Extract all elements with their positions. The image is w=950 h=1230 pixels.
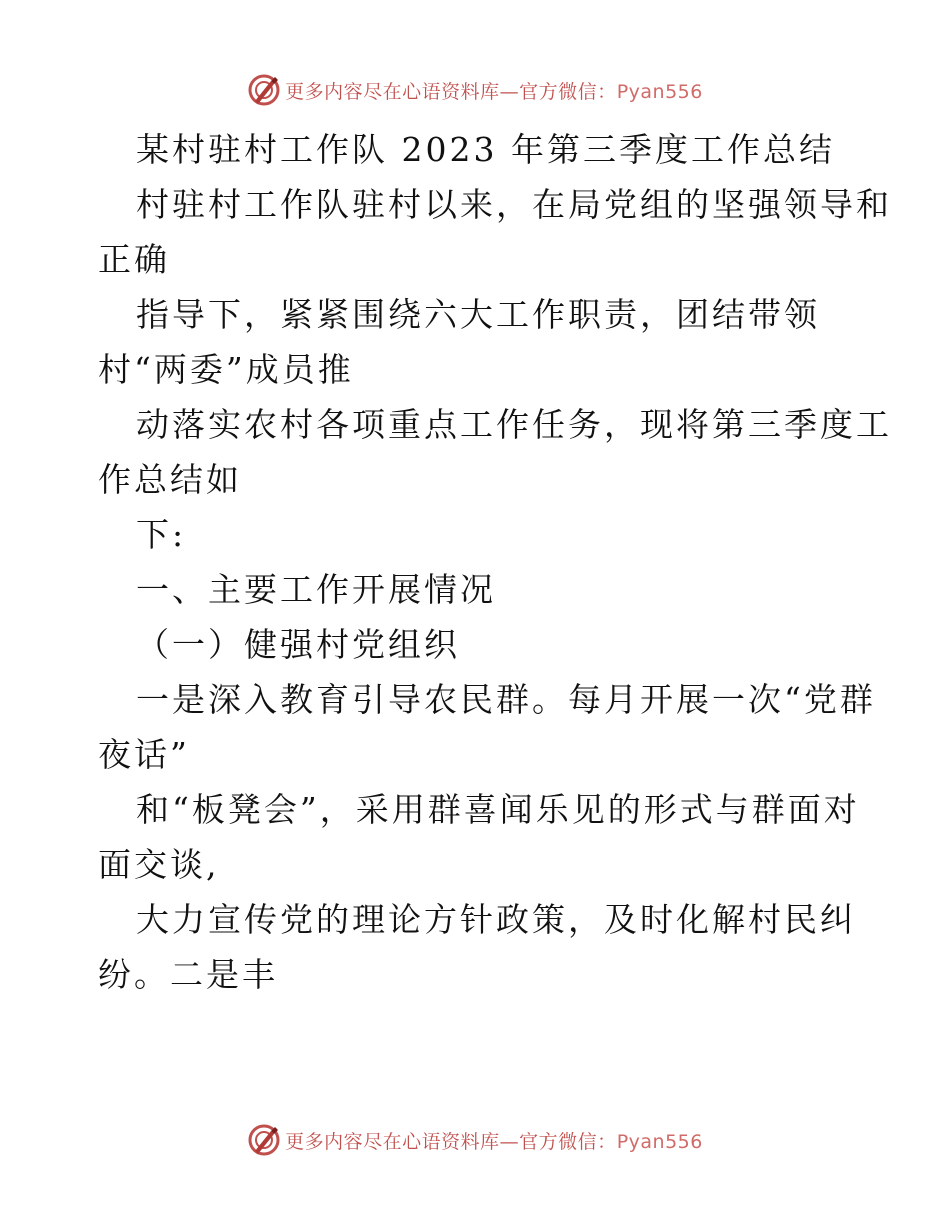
banner-slogan: 更多内容尽在心语资料库 xyxy=(285,1130,500,1153)
document-title: 某村驻村工作队 2023 年第三季度工作总结 xyxy=(136,130,835,169)
document-body xyxy=(98,122,892,1002)
text-line: 动落实农村各项重点工作任务，现将第三季度工 xyxy=(136,405,892,444)
text-line: 正确 xyxy=(98,240,170,279)
text-line: 一是深入教育引导农民群。每月开展一次“党群 xyxy=(136,680,876,719)
text-line: 和“板凳会”，采用群喜闻乐见的形式与群面对 xyxy=(136,790,860,829)
text-line: 作总结如 xyxy=(98,460,242,499)
text-line: 大力宣传党的理论方针政策，及时化解村民纠 xyxy=(136,900,856,939)
text-line: 村驻村工作队驻村以来，在局党组的坚强领导和 xyxy=(136,185,892,224)
banner-account-label: 官方微信： xyxy=(519,80,617,103)
banner-account-id: Pyan556 xyxy=(616,80,703,103)
text-line: （一）健强村党组织 xyxy=(136,625,460,664)
text-line: 一、主要工作开展情况 xyxy=(136,570,496,609)
banner-dash: — xyxy=(499,80,520,103)
header-watermark-banner xyxy=(0,70,950,110)
banner-account-id: Pyan556 xyxy=(616,1130,703,1153)
banner-account-label: 官方微信： xyxy=(519,1130,617,1153)
text-line: 纷。二是丰 xyxy=(98,955,278,994)
pen-logo-icon xyxy=(247,1123,281,1157)
text-line: 面交谈, xyxy=(98,845,220,884)
text-line: 下: xyxy=(136,515,187,554)
pen-logo-icon xyxy=(247,73,281,107)
text-line: 指导下，紧紧围绕六大工作职责，团结带领 xyxy=(136,295,820,334)
text-line: 夜话” xyxy=(98,735,190,774)
banner-dash: — xyxy=(499,1130,520,1153)
footer-watermark-banner xyxy=(0,1120,950,1160)
text-line: 村“两委”成员推 xyxy=(98,350,354,389)
banner-slogan: 更多内容尽在心语资料库 xyxy=(285,80,500,103)
